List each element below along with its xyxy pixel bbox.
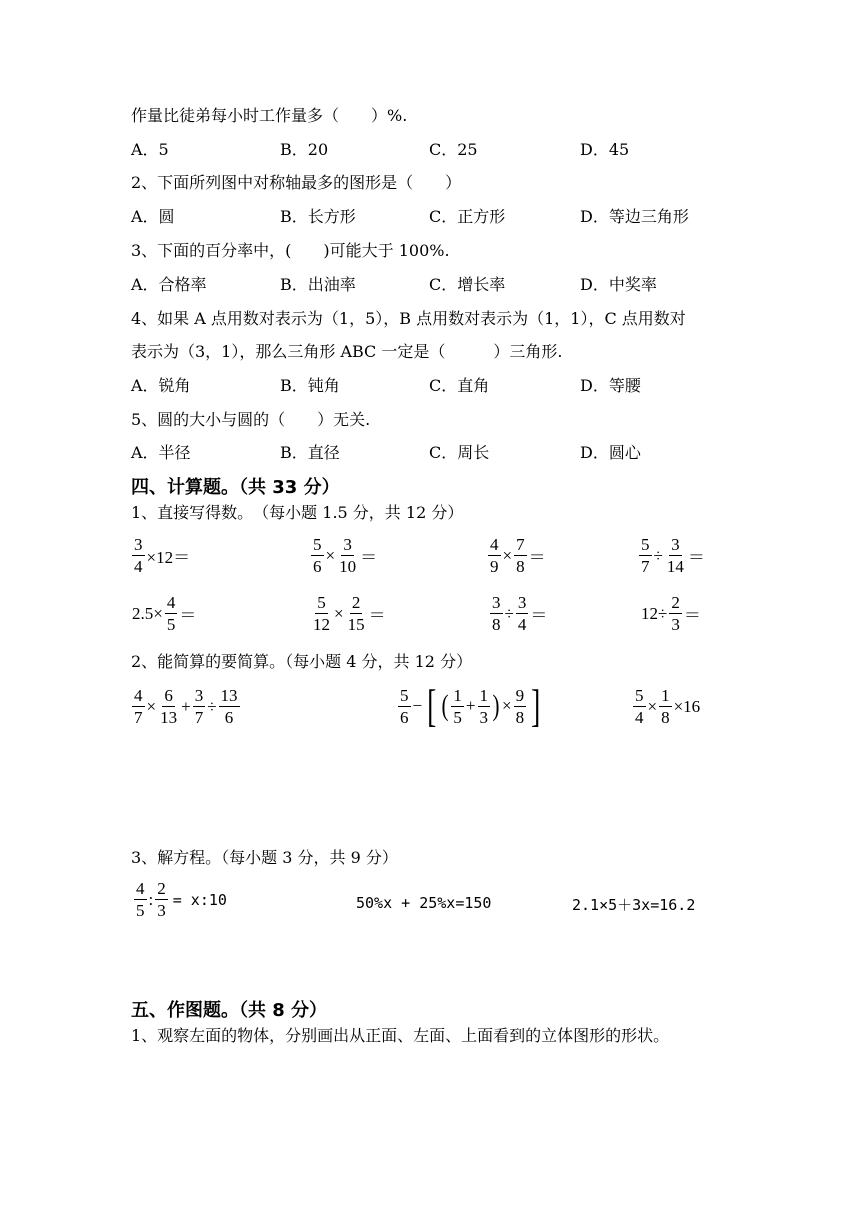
option-b: B．长方形 xyxy=(280,207,356,226)
section-4-part-2-title: 2、能简算的要简算。（每小题 4 分，共 12 分） xyxy=(131,652,473,671)
option-c: C．增长率 xyxy=(429,275,506,294)
fraction: $\frac{1}{5}$ xyxy=(453,685,462,727)
option-b: B．钝角 xyxy=(280,376,340,395)
question-4-stem: 4、如果 A 点用数对表示为（1，5），B 点用数对表示为（1，1），C 点用数对 xyxy=(131,309,686,328)
section-4-title: 四、计算题。（共 33 分） xyxy=(131,477,340,498)
option-d: D．圆心 xyxy=(580,443,641,462)
option-a: A．5 xyxy=(131,140,169,159)
calc-8: 12÷ $\frac{2}{3}$ ＝ xyxy=(641,593,701,634)
question-3-stem: 3、下面的百分率中，( )可能大于 100%. xyxy=(131,241,450,260)
option-a: A．锐角 xyxy=(131,376,191,395)
simplify-1: $\frac{4}{7}$ × $\frac{6}{13}$ + $\frac{3}{7}$ ÷ $\frac{13}{6}$ xyxy=(134,686,238,727)
option-a: A．半径 xyxy=(131,443,191,462)
fraction: $\frac{2}{15}$ xyxy=(347,593,365,634)
option-b: B．出油率 xyxy=(280,275,356,294)
fraction: $\frac{5}{4}$ xyxy=(635,686,644,727)
fraction: $\frac{4}{9}$ xyxy=(490,535,499,576)
fraction: $\frac{3}{8}$ xyxy=(492,593,501,634)
option-b: B．20 xyxy=(280,140,329,159)
fraction: $\frac{6}{13}$ xyxy=(160,686,178,727)
right-bracket: ] xyxy=(531,680,541,731)
calc-2: $\frac{5}{6}$ × $\frac{3}{10}$ ＝ xyxy=(313,535,378,576)
calc-5: 2.5× $\frac{4}{5}$ ＝ xyxy=(132,593,197,634)
question-4-options xyxy=(131,376,771,396)
equation-3: 2.1×5＋3x=16.2 xyxy=(572,896,696,914)
fraction: $\frac{2}{3}$ xyxy=(157,879,166,920)
fraction: $\frac{2}{3}$ xyxy=(671,593,680,634)
equation-2: 50%x + 25%x=150 xyxy=(356,894,492,912)
equation-1-tail: = x:10 xyxy=(172,890,227,909)
fraction: $\frac{3}{10}$ xyxy=(339,535,357,576)
option-c: C．周长 xyxy=(429,443,490,462)
fraction: $\frac{9}{8}$ xyxy=(515,685,525,727)
fraction: $\frac{4}{5}$ xyxy=(166,593,176,634)
question-2-options xyxy=(131,207,771,227)
section-5-title: 五、作图题。（共 8 分） xyxy=(131,1000,328,1021)
option-a: A．合格率 xyxy=(131,275,207,294)
left-paren: ( xyxy=(441,689,449,722)
left-bracket: [ xyxy=(427,680,437,731)
fraction: $\frac{5}{6}$ xyxy=(400,685,409,727)
fraction: $\frac{1}{3}$ xyxy=(479,685,489,727)
simplify-3: $\frac{5}{4}$ × $\frac{1}{8}$ ×16 xyxy=(635,686,701,727)
calc-3: $\frac{4}{9}$ × $\frac{7}{8}$ ＝ xyxy=(490,535,546,576)
fraction: $\frac{4}{7}$ xyxy=(134,686,143,727)
section-4-part-1-title: 1、直接写得数。 （每小题 1.5 分，共 12 分） xyxy=(131,503,464,522)
question-1-stem-tail: 作量比徒弟每小时工作量多（ ）%. xyxy=(131,106,408,125)
option-d: D．等腰 xyxy=(580,376,641,395)
fraction: $\frac{7}{8}$ xyxy=(516,535,525,576)
option-d: D．中奖率 xyxy=(580,275,657,294)
section-4-part-3-title: 3、解方程。（每小题 3 分，共 9 分） xyxy=(131,848,398,867)
question-5-stem: 5、圆的大小与圆的（ ）无关. xyxy=(131,410,371,429)
question-5-options xyxy=(131,443,771,463)
question-2-stem: 2、下面所列图中对称轴最多的图形是（ ） xyxy=(131,173,462,192)
fraction: $\frac{5}{7}$ xyxy=(641,535,650,576)
question-1-options xyxy=(131,140,771,160)
fraction: $\frac{4}{5}$ xyxy=(136,879,145,920)
fraction: $\frac{5}{12}$ xyxy=(313,593,330,634)
option-d: D．等边三角形 xyxy=(580,207,689,226)
simplify-2: $\frac{5}{6}$ − [ ( $\frac{1}{5}$ + $\frac{1}{3}$ ) × $\frac{9}{8}$ ] xyxy=(400,680,541,731)
calc-6: $\frac{5}{12}$ × $\frac{2}{15}$ ＝ xyxy=(313,593,386,634)
fraction: $\frac{3}{4}$ xyxy=(134,535,143,576)
option-c: C．正方形 xyxy=(429,207,506,226)
fraction: $\frac{3}{7}$ xyxy=(194,686,204,727)
calc-1: $\frac{3}{4}$ ×12＝ xyxy=(134,535,191,576)
calc-7: $\frac{3}{8}$ ÷ $\frac{3}{4}$ ＝ xyxy=(492,593,548,634)
equation-1: $\frac{4}{5}$ : $\frac{2}{3}$ = x:10 xyxy=(136,879,227,920)
question-4-stem-line2: 表示为（3，1），那么三角形 ABC 一定是（ ）三角形. xyxy=(131,342,563,361)
fraction: $\frac{3}{14}$ xyxy=(666,535,684,576)
option-a: A．圆 xyxy=(131,207,175,226)
option-d: D．45 xyxy=(580,140,630,159)
question-3-options xyxy=(131,275,771,295)
fraction: $\frac{5}{6}$ xyxy=(313,535,322,576)
calc-4: $\frac{5}{7}$ ÷ $\frac{3}{14}$ ＝ xyxy=(641,535,705,576)
section-5-part-1-title: 1、观察左面的物体，分别画出从正面、左面、上面看到的立体图形的形状。 xyxy=(131,1026,670,1045)
option-b: B．直径 xyxy=(280,443,340,462)
fraction: $\frac{13}{6}$ xyxy=(220,686,238,727)
option-c: C．25 xyxy=(429,140,478,159)
fraction: $\frac{3}{4}$ xyxy=(517,593,527,634)
fraction: $\frac{1}{8}$ xyxy=(661,686,670,727)
option-c: C．直角 xyxy=(429,376,490,395)
right-paren: ) xyxy=(492,689,500,722)
